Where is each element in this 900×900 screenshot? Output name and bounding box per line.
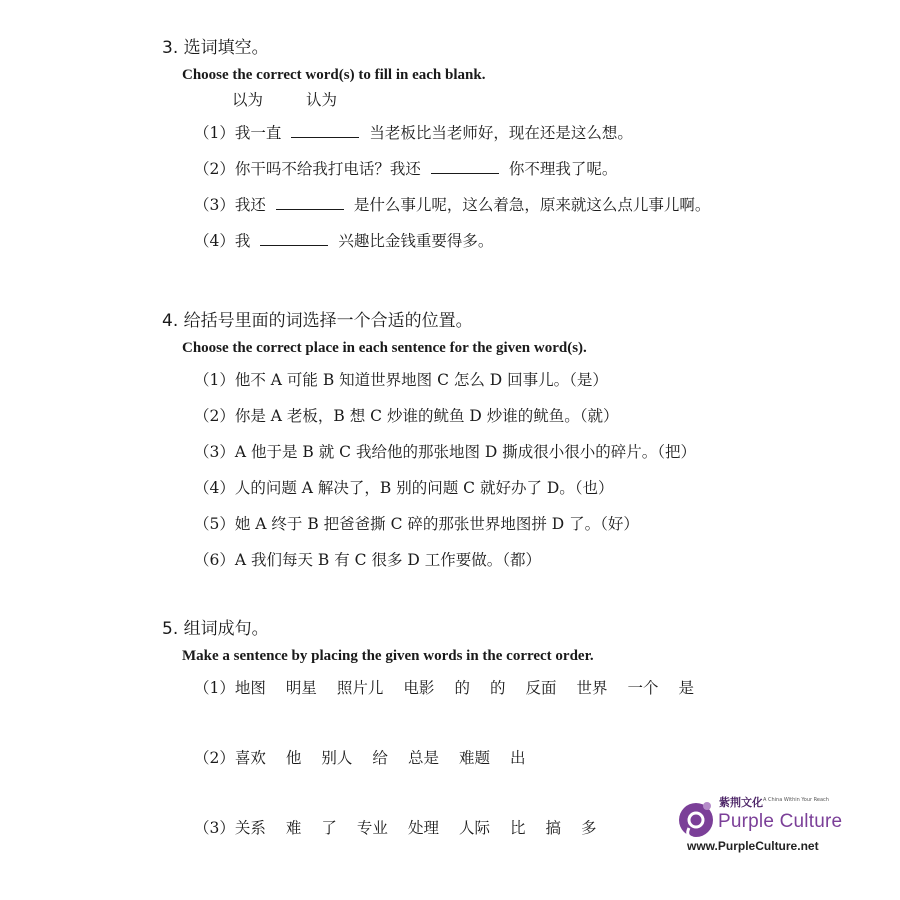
item-text-before: 我一直	[234, 124, 282, 142]
item-text: 你是 A 老板，B 想 C 炒谁的鱿鱼 D 炒谁的鱿鱼。（就）	[234, 407, 619, 425]
word-token: 的	[489, 679, 506, 697]
item-text: 他不 A 可能 B 知道世界地图 C 怎么 D 回事儿。（是）	[234, 371, 608, 389]
word-token: 地图	[234, 679, 266, 697]
section-3	[162, 37, 862, 259]
item-number: （1）	[194, 679, 235, 697]
word-token: 难题	[458, 749, 490, 767]
item-number: （2）	[194, 749, 235, 767]
section-4	[162, 310, 862, 578]
word-token: 搞	[545, 819, 561, 837]
word-token: 世界	[576, 679, 608, 697]
item-number: （1）	[194, 124, 235, 142]
item-text: A 他于是 B 就 C 我给他的那张地图 D 撕成很小很小的碎片。（把）	[234, 443, 696, 461]
answer-blank[interactable]	[276, 195, 344, 210]
item-text-after: 你不理我了呢。	[508, 160, 618, 178]
section-4-items	[194, 362, 862, 578]
item-number: （5）	[194, 515, 235, 533]
word-token: 别人	[321, 749, 353, 767]
word-token: 难	[285, 819, 302, 837]
purple-culture-watermark	[677, 794, 862, 858]
fill-blank-item	[194, 223, 862, 259]
fill-blank-item	[194, 187, 862, 223]
word-token: 一个	[627, 679, 659, 697]
item-text-after: 当老板比当老师好，现在还是这么想。	[369, 124, 633, 142]
word-token: 多	[581, 819, 597, 837]
word-token: 出	[509, 749, 526, 767]
placement-item	[194, 398, 862, 434]
word-bank	[232, 85, 862, 115]
item-text-before: 我还	[234, 196, 266, 214]
word-token: 照片儿	[336, 679, 384, 697]
answer-blank[interactable]	[260, 231, 328, 246]
section-3-items	[194, 115, 862, 259]
section-3-instruction: Choose the correct word(s) to fill in each blank.	[182, 67, 486, 83]
word-token: 电影	[403, 679, 435, 697]
logo-tagline: A China Within Your Reach	[763, 797, 829, 803]
item-number: （4）	[194, 479, 235, 497]
logo-chinese-name: 紫荆文化	[719, 796, 763, 809]
word-token: 的	[454, 679, 470, 697]
item-text-before: 你干吗不给我打电话？我还	[234, 160, 421, 178]
word-token: 明星	[285, 679, 317, 697]
word-token: 总是	[407, 749, 439, 767]
item-number: （2）	[194, 407, 235, 425]
placement-item	[194, 470, 862, 506]
word-token: 反面	[525, 679, 557, 697]
item-number: （1）	[194, 371, 235, 389]
word-token: 专业	[356, 819, 388, 837]
word-token: 处理	[407, 819, 439, 837]
section-4-title: 4. 给括号里面的词选择一个合适的位置。	[162, 311, 473, 331]
section-3-title: 3. 选词填空。	[162, 38, 269, 58]
item-number: （2）	[194, 160, 235, 178]
word-token: 人际	[458, 819, 490, 837]
placement-item	[194, 506, 862, 542]
item-text-after: 是什么事儿呢，这么着急，原来就这么点儿事儿啊。	[353, 196, 711, 214]
placement-item	[194, 542, 862, 578]
word-token: 关系	[234, 819, 266, 837]
item-text: 人的问题 A 解决了，B 别的问题 C 就好办了 D。（也）	[234, 479, 614, 497]
section-4-instruction: Choose the correct place in each sentence for the given word(s).	[182, 340, 587, 356]
fill-blank-item	[194, 151, 862, 187]
word-token: 他	[285, 749, 302, 767]
answer-blank[interactable]	[431, 159, 499, 174]
item-number: （3）	[194, 443, 235, 461]
word-token: 喜欢	[234, 749, 266, 767]
placement-item	[194, 434, 862, 470]
item-text-after: 兴趣比金钱重要得多。	[338, 232, 494, 250]
word-token: 了	[321, 819, 337, 837]
purple-culture-logo-icon	[677, 798, 715, 842]
word-token: 是	[678, 679, 695, 697]
item-text-before: 我	[234, 232, 251, 250]
logo-brand-name: Purple Culture	[718, 811, 843, 832]
answer-blank[interactable]	[291, 123, 359, 138]
item-number: （3）	[194, 196, 235, 214]
logo-url[interactable]: www.PurpleCulture.net	[687, 839, 819, 853]
word-bank-item: 认为	[305, 91, 337, 109]
fill-blank-item	[194, 115, 862, 151]
item-number: （4）	[194, 232, 235, 250]
word-token: 给	[372, 749, 388, 767]
section-5-instruction: Make a sentence by placing the given words in the correct order.	[182, 648, 594, 664]
word-token: 比	[509, 819, 526, 837]
placement-item	[194, 362, 862, 398]
item-text: 她 A 终于 B 把爸爸撕 C 碎的那张世界地图拼 D 了。（好）	[234, 515, 639, 533]
item-text: A 我们每天 B 有 C 很多 D 工作要做。（都）	[234, 551, 541, 569]
item-number: （3）	[194, 819, 235, 837]
section-5-title: 5. 组词成句。	[162, 619, 269, 639]
item-number: （6）	[194, 551, 235, 569]
word-bank-item: 以为	[232, 91, 264, 109]
reorder-item	[194, 670, 862, 740]
